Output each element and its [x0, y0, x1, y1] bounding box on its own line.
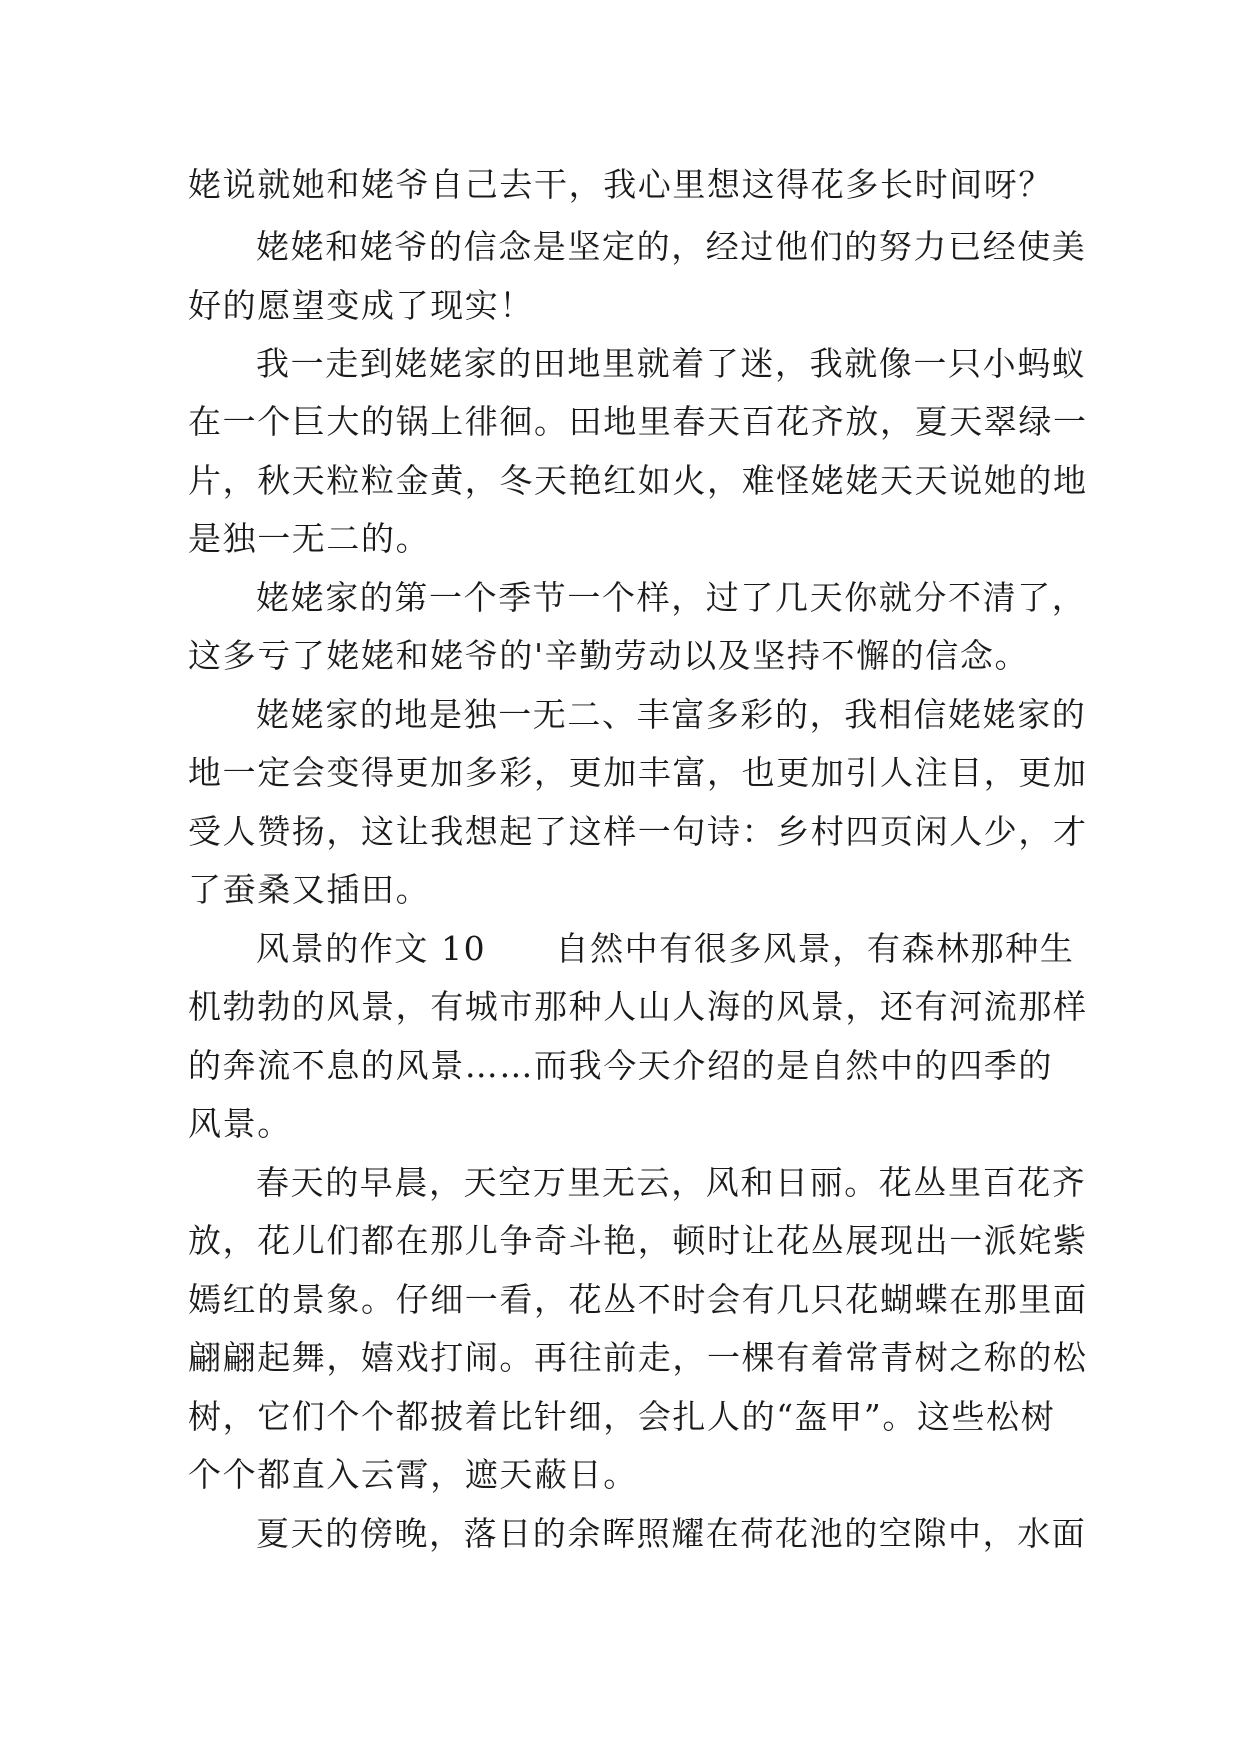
text-line: 好的愿望变成了现实！ — [188, 286, 534, 325]
text-line: 风景。 — [188, 1104, 292, 1143]
text-line: 姥说就她和姥爷自己去干，我心里想这得花多长时间呀？ — [188, 165, 1053, 204]
text-line: 树，它们个个都披着比针细，会扎人的“盔甲”。这些松树 — [188, 1397, 1056, 1436]
text-line: 我一走到姥姥家的田地里就着了迷，我就像一只小蚂蚁 — [256, 344, 1087, 383]
text-line: 个个都直入云霄，遮天蔽日。 — [188, 1455, 638, 1494]
text-line: 是独一无二的。 — [188, 519, 431, 558]
text-line: 了蚕桑又插田。 — [188, 870, 431, 909]
text-line: 风景的作文 10 自然中有很多风景，有森林那种生 — [256, 929, 1075, 968]
text-line: 放，花儿们都在那儿争奇斗艳，顿时让花丛展现出一派姹紫 — [188, 1221, 1088, 1260]
text-line: 在一个巨大的锅上徘徊。田地里春天百花齐放，夏天翠绿一 — [188, 402, 1088, 441]
text-line: 嫣红的景象。仔细一看，花丛不时会有几只花蝴蝶在那里面 — [188, 1280, 1088, 1319]
text-line: 地一定会变得更加多彩，更加丰富，也更加引人注目，更加 — [188, 753, 1088, 792]
text-line: 受人赞扬，这让我想起了这样一句诗：乡村四页闲人少，才 — [188, 812, 1088, 851]
text-line: 姥姥和姥爷的信念是坚定的，经过他们的努力已经使美 — [256, 227, 1087, 266]
text-line: 夏天的傍晚，落日的余晖照耀在荷花池的空隙中，水面 — [256, 1514, 1087, 1553]
text-line: 姥姥家的第一个季节一个样，过了几天你就分不清了， — [256, 578, 1087, 617]
text-line: 这多亏了姥姥和姥爷的'辛勤劳动以及坚持不懈的信念。 — [188, 636, 1030, 675]
text-line: 春天的早晨，天空万里无云，风和日丽。花丛里百花齐 — [256, 1163, 1087, 1202]
text-line: 翩翩起舞，嬉戏打闹。再往前走，一棵有着常青树之称的松 — [188, 1338, 1088, 1377]
text-line: 的奔流不息的风景……而我今天介绍的是自然中的四季的 — [188, 1046, 1053, 1085]
text-line: 姥姥家的地是独一无二、丰富多彩的，我相信姥姥家的 — [256, 695, 1087, 734]
text-line: 片，秋天粒粒金黄，冬天艳红如火，难怪姥姥天天说她的地 — [188, 461, 1088, 500]
text-line: 机勃勃的风景，有城市那种人山人海的风景，还有河流那样 — [188, 987, 1088, 1026]
